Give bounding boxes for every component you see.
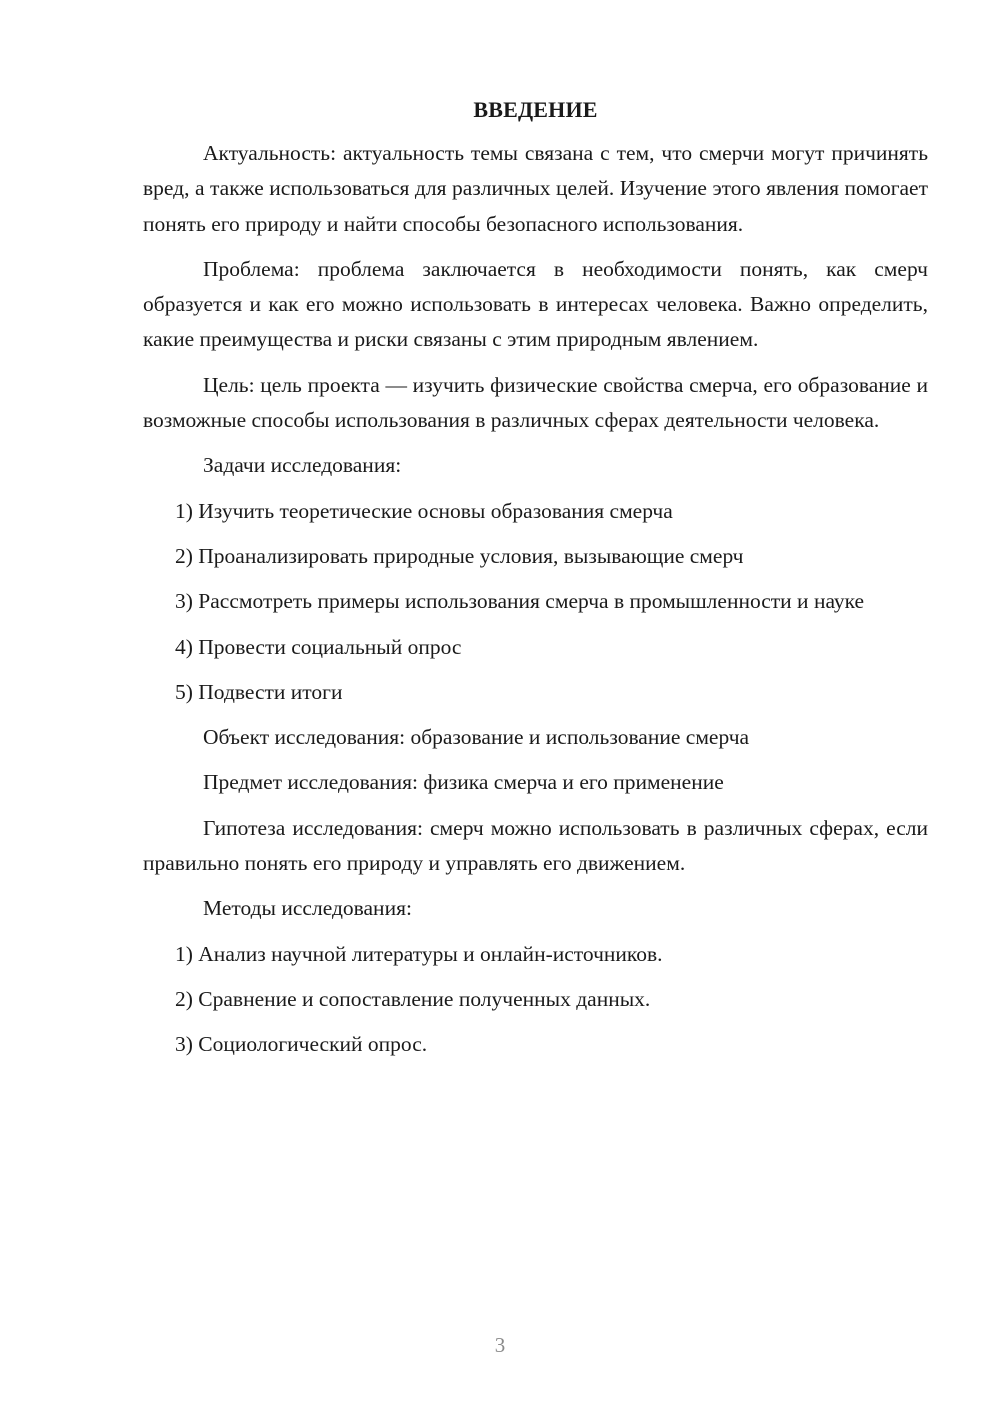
task-item: 5) Подвести итоги <box>175 679 343 704</box>
page-number: 3 <box>494 1333 506 1357</box>
methods-heading: Методы исследования: <box>203 896 412 921</box>
task-item: 3) Рассмотреть примеры использования смерча в промышленности и науке <box>175 589 865 614</box>
tasks-heading: Задачи исследования: <box>203 453 402 478</box>
research-object: Объект исследования: образование и использование смерча <box>203 725 750 750</box>
hypothesis-paragraph: Гипотеза исследования: смерч можно использовать в различных сферах, если правильно понять его природу и управлять его движением. <box>143 815 928 876</box>
method-item: 1) Анализ научной литературы и онлайн-источников. <box>175 941 663 966</box>
relevance-paragraph: Актуальность: актуальность темы связана с тем, что смерчи могут причинять вред, а также использоваться для различных целей. Изучение этого явления помогает понять его природу и найти способы безопасного использования. <box>143 141 928 236</box>
method-item: 3) Социологический опрос. <box>175 1032 428 1057</box>
research-subject: Предмет исследования: физика смерча и его применение <box>203 770 724 795</box>
problem-paragraph: Проблема: проблема заключается в необходимости понять, как смерч образуется и как его можно использовать в интересах человека. Важно определить, какие преимущества и риски связаны с этим природным явлением. <box>143 256 928 352</box>
task-item: 2) Проанализировать природные условия, вызывающие смерч <box>175 543 744 568</box>
method-item: 2) Сравнение и сопоставление полученных данных. <box>175 986 651 1011</box>
task-item: 4) Провести социальный опрос <box>175 634 462 659</box>
goal-paragraph: Цель: цель проекта — изучить физические свойства смерча, его образование и возможные способы использования в различных сферах деятельности человека. <box>143 372 928 433</box>
document-page <box>143 92 928 1073</box>
task-item: 1) Изучить теоретические основы образования смерча <box>175 498 673 523</box>
page-title: ВВЕДЕНИЕ <box>473 97 598 122</box>
